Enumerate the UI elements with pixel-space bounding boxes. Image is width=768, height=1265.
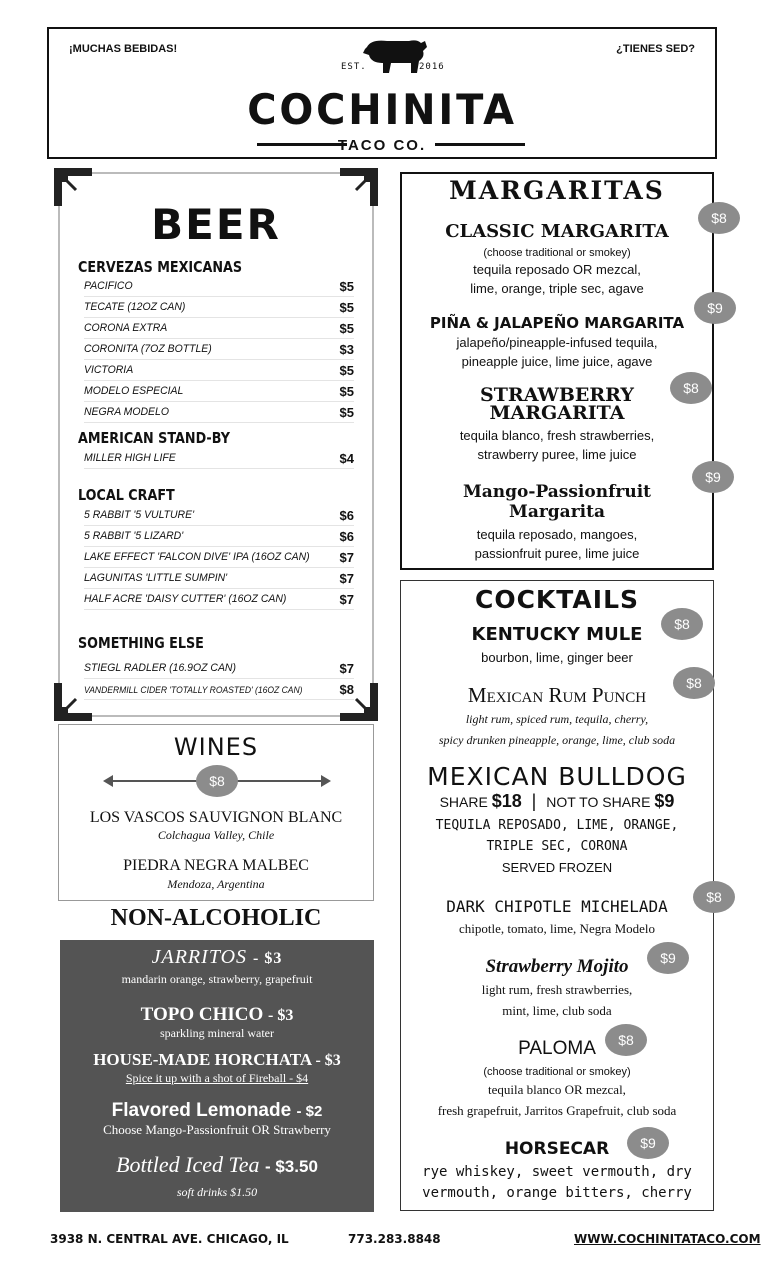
na-item-heading	[60, 946, 374, 969]
margarita-desc	[402, 333, 712, 371]
desc-line: tequila reposado OR mezcal,	[473, 262, 641, 277]
desc-line: TRIPLE SEC, CORONA	[486, 839, 628, 854]
na-item-price: - $2	[296, 1103, 323, 1120]
cocktail-desc: chipotle, tomato, lime, Negra Modelo	[458, 921, 656, 936]
na-item-price: - $3.50	[264, 1157, 318, 1176]
margaritas-title: MARGARITAS	[449, 176, 665, 205]
beer-price: $5	[339, 363, 354, 378]
desc-line: light rum, fresh strawberries,	[481, 982, 633, 997]
desc-line: jalapeño/pineapple-infused tequila,	[456, 335, 658, 350]
margarita-name: PIÑA & JALAPEÑO MARGARITA	[429, 314, 685, 332]
cocktail-name: HORSECAR	[504, 1139, 610, 1159]
na-item-price: - $3	[268, 1007, 294, 1024]
cocktail-price-badge: $8	[673, 667, 715, 699]
beer-name: 5 RABBIT '5 VULTURE'	[84, 509, 195, 521]
bulldog-pricing: SHARE $18 | NOT TO SHARE $9	[439, 791, 675, 811]
cocktail-desc: bourbon, lime, ginger beer	[481, 650, 633, 665]
beer-row	[84, 362, 354, 381]
desc-line: mint, lime, club soda	[502, 1003, 612, 1018]
beer-price: $5	[339, 384, 354, 399]
cocktail-name: MEXICAN BULLDOG	[427, 762, 687, 791]
beer-name: 5 RABBIT '5 LIZARD'	[84, 530, 184, 542]
margarita-name: STRAWBERRY MARGARITA	[480, 384, 634, 424]
wine-region: Mendoza, Argentina	[167, 877, 265, 891]
na-item-price: - $3	[253, 950, 283, 967]
desc-line: spicy drunken pineapple, orange, lime, club soda	[438, 733, 676, 747]
wine-price-badge: $8	[196, 765, 238, 797]
na-item-heading	[60, 1100, 374, 1122]
wines-title: WINES	[173, 733, 259, 761]
na-item-desc: Choose Mango-Passionfruit OR Strawberry	[103, 1122, 331, 1137]
cocktail-price-badge: $8	[693, 881, 735, 913]
margarita-price-badge: $9	[694, 292, 736, 324]
beer-section-title: AMERICAN STAND-BY	[78, 429, 230, 447]
share-label: SHARE	[439, 794, 488, 810]
na-item-desc: mandarin orange, strawberry, grapefruit	[121, 972, 313, 986]
cocktail-name: PALOMA	[518, 1038, 596, 1059]
cocktail-price-badge: $9	[627, 1127, 669, 1159]
beer-price: $7	[339, 661, 354, 676]
desc-line: passionfruit puree, lime juice	[474, 546, 640, 561]
margarita-desc	[402, 260, 712, 298]
beer-price: $4	[339, 451, 354, 466]
desc-line: pineapple juice, lime juice, agave	[461, 354, 653, 369]
cocktail-name: DARK CHIPOTLE MICHELADA	[446, 897, 668, 916]
na-item-name: HOUSE-MADE HORCHATA	[93, 1050, 312, 1069]
na-item-desc: soft drinks $1.50	[176, 1185, 258, 1199]
margarita-price-badge: $8	[698, 202, 740, 234]
beer-name: TECATE (12OZ CAN)	[84, 301, 186, 313]
na-item-price: - $3	[315, 1052, 341, 1069]
beer-row	[84, 450, 354, 469]
beer-row	[84, 404, 354, 423]
beer-name: HALF ACRE 'DAISY CUTTER' (16OZ CAN)	[84, 593, 287, 605]
beer-price: $5	[339, 321, 354, 336]
beer-price: $5	[339, 300, 354, 315]
desc-line: light rum, spiced rum, tequila, cherry,	[465, 712, 649, 726]
desc-line: tequila blanco, fresh strawberries,	[459, 428, 655, 443]
beer-row	[84, 278, 354, 297]
margarita-price-badge: $8	[670, 372, 712, 404]
desc-line: TEQUILA REPOSADO, LIME, ORANGE,	[435, 818, 679, 833]
desc-line: SERVED FROZEN	[501, 860, 613, 875]
margarita-price-badge: $9	[692, 461, 734, 493]
non-alcoholic-panel	[60, 940, 374, 1212]
share-price: $18	[491, 791, 522, 811]
cocktail-price-badge: $8	[661, 608, 703, 640]
cocktail-desc	[401, 1079, 713, 1121]
desc-line: fresh grapefruit, Jarritos Grapefruit, club soda	[437, 1103, 677, 1118]
cocktail-price-badge: $9	[647, 942, 689, 974]
beer-name: CORONA EXTRA	[84, 322, 168, 334]
header-right-tag: ¿TIENES SED?	[616, 43, 695, 55]
single-label: NOT TO SHARE	[546, 794, 651, 810]
beer-section-title: CERVEZAS MEXICANAS	[78, 258, 243, 276]
wines-panel	[58, 724, 374, 901]
footer-phone: 773.283.8848	[348, 1232, 441, 1246]
margarita-name: Mango-Passionfruit Margarita	[462, 482, 652, 522]
beer-name: LAGUNITAS 'LITTLE SUMPIN'	[84, 572, 228, 584]
na-item-heading	[60, 1004, 374, 1026]
beer-row	[84, 299, 354, 318]
desc-line: vermouth, orange bitters, cherry	[422, 1185, 692, 1201]
beer-row	[84, 507, 354, 526]
na-item-heading	[60, 1050, 374, 1070]
desc-line: strawberry puree, lime juice	[477, 447, 637, 462]
beer-name: VICTORIA	[84, 364, 134, 376]
beer-price: $6	[339, 529, 354, 544]
na-item-desc: sparkling mineral water	[160, 1026, 274, 1040]
brand-name: COCHINITA	[247, 85, 517, 134]
beer-section-title: SOMETHING ELSE	[78, 634, 204, 652]
cocktails-title: COCKTAILS	[474, 585, 640, 614]
beer-name: NEGRA MODELO	[84, 406, 169, 418]
beer-name: LAKE EFFECT 'FALCON DIVE' IPA (16OZ CAN)	[84, 551, 310, 563]
wine-name: PIEDRA NEGRA MALBEC	[123, 857, 309, 874]
margarita-note: (choose traditional or smokey)	[483, 247, 631, 259]
beer-row	[84, 549, 354, 568]
desc-line: rye whiskey, sweet vermouth, dry	[422, 1164, 692, 1180]
beer-section-title: LOCAL CRAFT	[78, 486, 175, 504]
beer-row	[84, 528, 354, 547]
cocktail-desc	[401, 815, 713, 878]
beer-name: VANDERMILL CIDER 'TOTALLY ROASTED' (16OZ CAN)	[84, 685, 303, 695]
na-item-name: TOPO CHICO	[140, 1004, 264, 1025]
cocktail-price-badge: $8	[605, 1024, 647, 1056]
cocktail-name: Mexican Rum Punch	[467, 683, 647, 707]
margarita-name: CLASSIC MARGARITA	[445, 221, 669, 242]
header-left-tag: ¡MUCHAS BEBIDAS!	[69, 43, 178, 55]
na-item-name: Bottled Iced Tea	[116, 1152, 260, 1177]
footer-website[interactable]: WWW.COCHINITATACO.COM	[574, 1232, 761, 1246]
na-item-desc: Spice it up with a shot of Fireball - $4	[125, 1071, 309, 1085]
beer-price: $3	[339, 342, 354, 357]
beer-name: MILLER HIGH LIFE	[84, 452, 176, 464]
desc-line: lime, orange, triple sec, agave	[470, 281, 644, 296]
cocktail-desc	[401, 979, 713, 1021]
beer-row	[84, 570, 354, 589]
single-price: $9	[654, 791, 675, 811]
beer-price: $7	[339, 571, 354, 586]
cocktail-name: KENTUCKY MULE	[471, 624, 643, 645]
beer-row	[84, 320, 354, 339]
na-item-name: JARRITOS	[151, 946, 248, 968]
na-item-name: Flavored Lemonade	[111, 1100, 292, 1121]
cocktail-note: (choose traditional or smokey)	[483, 1066, 631, 1078]
beer-price: $7	[339, 592, 354, 607]
beer-row	[84, 591, 354, 610]
margarita-desc	[402, 525, 712, 563]
cocktail-desc	[401, 709, 713, 751]
margaritas-panel	[400, 172, 727, 570]
na-item-heading	[60, 1152, 374, 1178]
cocktail-desc	[401, 1162, 713, 1204]
wine-region: Colchagua Valley, Chile	[157, 828, 275, 842]
non-alcoholic-title: NON-ALCOHOLIC	[110, 905, 322, 931]
beer-row	[84, 341, 354, 360]
beer-price: $5	[339, 405, 354, 420]
desc-line: tequila blanco OR mezcal,	[488, 1082, 626, 1097]
cocktail-name: Strawberry Mojito	[485, 956, 629, 977]
beer-name: STIEGL RADLER (16.9OZ CAN)	[84, 662, 236, 674]
beer-row	[84, 383, 354, 402]
beer-name: CORONITA (7OZ BOTTLE)	[84, 343, 212, 355]
cocktails-panel	[400, 580, 722, 1211]
menu-header	[47, 27, 717, 159]
est-label: EST.	[341, 62, 367, 72]
margarita-desc	[402, 426, 712, 464]
beer-name: MODELO ESPECIAL	[84, 385, 184, 397]
beer-price: $5	[339, 279, 354, 294]
brand-subtitle: TACO CO.	[337, 137, 427, 154]
wine-name: LOS VASCOS SAUVIGNON BLANC	[89, 809, 343, 826]
beer-price: $6	[339, 508, 354, 523]
desc-line: tequila reposado, mangoes,	[476, 527, 638, 542]
beer-title: BEER	[151, 200, 281, 249]
beer-row	[84, 660, 354, 679]
footer-address: 3938 N. CENTRAL AVE. CHICAGO, IL	[50, 1232, 289, 1246]
beer-name: PACIFICO	[84, 280, 133, 292]
beer-row	[84, 681, 354, 700]
beer-panel	[58, 172, 374, 717]
est-year: 2016	[419, 62, 445, 72]
beer-price: $8	[339, 682, 354, 697]
beer-price: $7	[339, 550, 354, 565]
